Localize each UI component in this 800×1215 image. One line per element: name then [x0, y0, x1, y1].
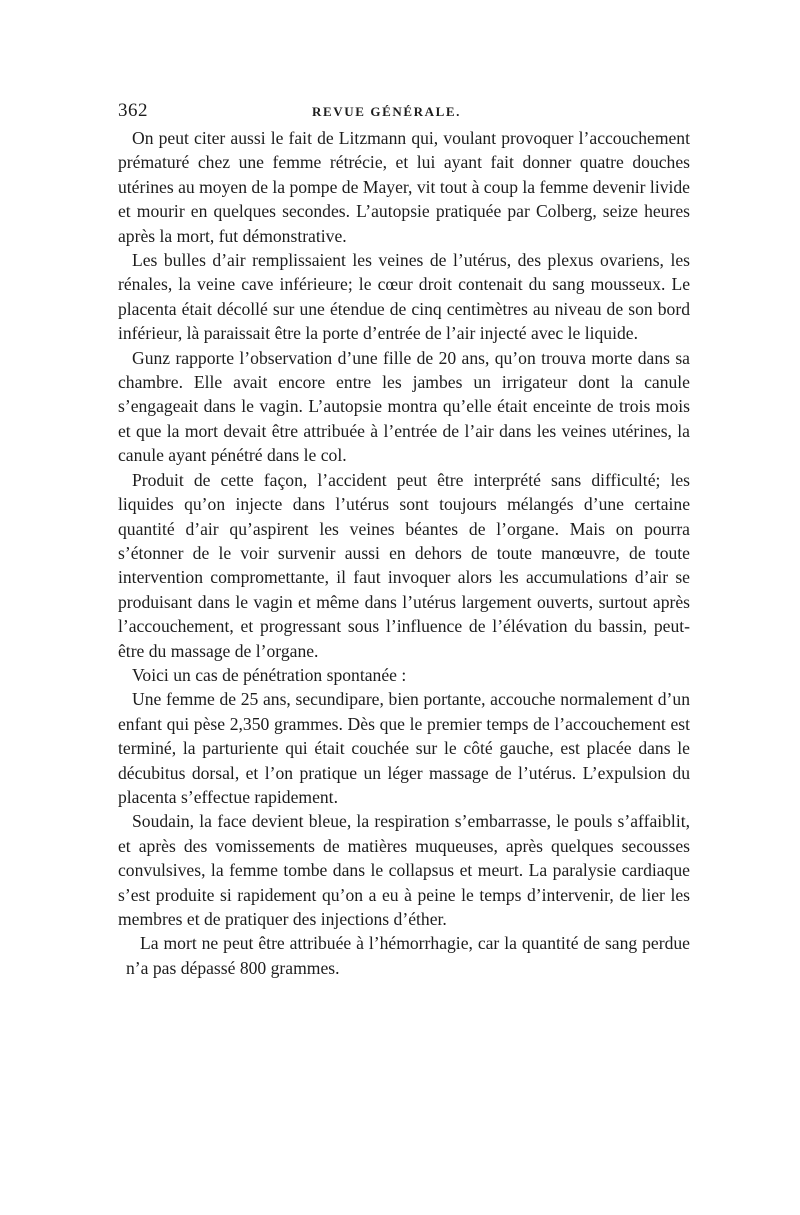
paragraph-litzmann: On peut citer aussi le fait de Litzmann qui, voulant provoquer l’accouchement prématuré chez une femme rétrécie, et lui ayant fait donner quatre douches utérines au moyen de la pompe de Mayer, vit tout à coup la femme devenir livide et mourir en quelques secondes. L’autopsie pratiquée par Colberg, seize heures après la mort, fut démonstrative.: [118, 128, 690, 246]
page-header: [118, 100, 690, 124]
running-title: REVUE GÉNÉRALE.: [312, 104, 461, 119]
paragraph-case-description: Une femme de 25 ans, secundipare, bien portante, accouche normalement d’un enfant qui pèse 2,350 grammes. Dès que le premier temps de l’accouchement est terminé, la parturiente qui était couchée sur le côté gauche, est placée dans le décubitus dorsal, et l’on pratique un léger massage de l’utérus. L’expulsion du placenta s’effectue rapidement.: [118, 689, 690, 807]
body-text: [118, 126, 690, 980]
page-number: 362: [118, 100, 148, 121]
paragraph-spontaneous-intro: Voici un cas de pénétration spontanée :: [132, 664, 407, 685]
paragraph-air-bubbles: Les bulles d’air remplissaient les veines de l’utérus, des plexus ovariens, les rénales, la veine cave inférieure; le cœur droit contenait du sang mousseux. Le placenta était décollé sur une étendue de cinq centimètres au niveau de son bord inférieur, là paraissait être la porte d’entrée de l’air injecté avec le liquide.: [118, 250, 690, 344]
paragraph-mechanism: Produit de cette façon, l’accident peut être interprété sans difficulté; les liquides qu’on injecte dans l’utérus sont toujours mélangés d’une certaine quantité d’air qu’aspirent les veines béantes de l’organe. Mais on pourra s’étonner de le voir survenir aussi en dehors de toute manœuvre, de toute intervention compromettante, il faut invoquer alors les accumulations d’air se produisant dans le vagin et même dans l’utérus largement ouverts, surtout après l’accouchement, et progressant sous l’influence de l’élévation du bassin, peut-être du massage de l’organe.: [118, 469, 690, 661]
paragraph-collapse: Soudain, la face devient bleue, la respiration s’embarrasse, le pouls s’affaiblit, et après des vomissements de matières muqueuses, après quelques secousses convulsives, la femme tombe dans le collapsus et meurt. La paralysie cardiaque s’est produite si rapidement qu’on a eu à peine le temps d’intervenir, de lier les membres et de pratiquer des injections d’éther.: [118, 811, 690, 929]
paragraph-conclusion: La mort ne peut être attribuée à l’hémorrhagie, car la quantité de sang perdue n’a pas dépassé 800 grammes.: [126, 933, 690, 978]
paragraph-gunz: Gunz rapporte l’observation d’une fille de 20 ans, qu’on trouva morte dans sa chambre. Elle avait encore entre les jambes un irrigateur dont la canule s’engageait dans le vagin. L’autopsie montra qu’elle était enceinte de trois mois et que la mort devait être attribuée à l’entrée de l’air dans les veines utérines, la canule ayant pénétré dans le col.: [118, 347, 690, 466]
